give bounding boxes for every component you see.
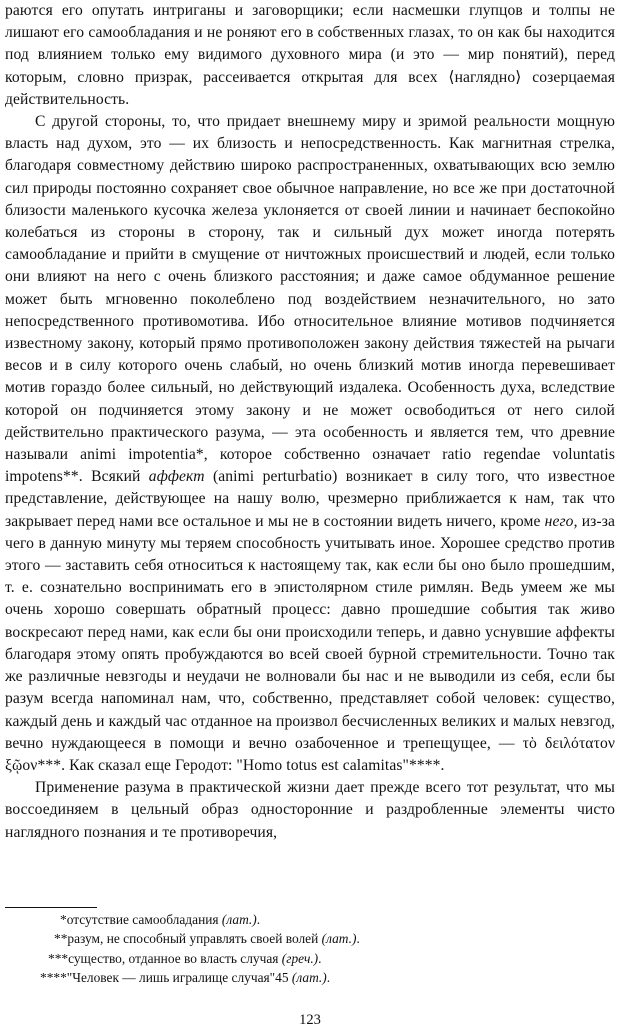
footnote-3	[40, 949, 540, 968]
footnote-text: разум, не способный управлять своей волей	[67, 931, 322, 947]
main-text	[5, 0, 615, 844]
italic-word-affekt: аффект	[148, 468, 205, 486]
footnote-tail: .	[356, 931, 360, 947]
paragraph-1: раются его опутать интриганы и заговорщики; если насмешки глупцов и толпы не лишают его самообладания и не роняют его в собственных глазах, то он как бы находится под влиянием только ему видимого духовного мира (и это — мир понятий), перед которым, словно призрак, рассеивается открытая для всех ⟨наглядно⟩ созерцаемая действительность.	[5, 2, 615, 108]
footnote-2	[40, 929, 540, 948]
footnote-tail: .	[326, 970, 331, 986]
paragraph-2-part-1: С другой стороны, то, что придает внешнему миру и зримой реальности мощную власть над духом, это — их близость и непосредственность. Как магнитная стрелка, благодаря совместному действию широко распространенных, охватывающих всю землю сил природы постоянно сохраняет свое обычное направление, но все же при достаточной близости маленького кусочка железа уклоняется от своей линии и начинает беспокойно колебаться из стороны в сторону, так и сильный дух может иногда потерять самообладание и прийти в смущение от ничтожных происшествий и людей, если только они влияют на него с очень близкого расстояния; и даже самое обдуманное решение может быть мгновенно поколеблено под воздействием незначительного, но зато непосредственного противомотива. Ибо относительное влияние мотивов подчиняется известному закону, который прямо противоположен закону действия тяжестей на рычаги весов и в силу которого очень слабый, но очень близкий мотив иногда перевешивает мотив гораздо более сильный, но действующий издалека. Особенность духа, вследствие которой он подчиняется этому закону и не может освободиться от него силой действительно практического разума, — эта особенность и является тем, что древние называли animi impotentia*, которое собственно означает ratio regendae voluntatis impotens**. Всякий	[5, 113, 615, 486]
page-number: 123	[299, 1012, 321, 1028]
footnote-1	[40, 910, 540, 929]
footnote-tail: .	[256, 912, 261, 927]
footnote-lang: (греч.)	[281, 950, 319, 966]
footnote-text: отсутствие самообладания	[66, 912, 222, 927]
footnote-4	[40, 968, 540, 987]
footnote-text: "Человек — лишь игралище случая"45	[66, 970, 292, 986]
footnote-divider	[5, 907, 97, 908]
paragraph-2-part-3: , из-за чего в данную минуту мы теряем способность учитывать иное. Хорошее средство против этого — заставить себя относиться к настоящему так, как если бы оно было прошедшим, т. е. сознательно воспринимать его в эпистолярном стиле римлян. Ведь умеем же мы очень хорошо совершать обратный процесс: давно прошедшие события так живо воскресают перед нами, как если бы они происходили теперь, и давно уснувшие аффекты благодаря этому опять пробуждаются во всей своей бурной стремительности. Точно так же различные невзгоды и неудачи не волновали бы нас и не выводили из себя, если бы разум всегда напоминал нам, что, собственно, представляет собой человек: существо, каждый день и каждый час отданное на произвол бесчисленных великих и малых невзгод, вечно нуждающееся в помощи и вечно озабоченное и трепещущее, — τὸ δειλότατον ξῷον***. Как сказал еще Геродот: "Homo totus est calamitas"****.	[5, 512, 616, 774]
footnote-tail: .	[318, 950, 322, 966]
footnote-marker: ***	[48, 950, 69, 966]
paragraph-3: Применение разума в практической жизни дает прежде всего тот результат, что мы воссоединяем в цельный образ односторонние и раздробленные элементы чисто наглядного познания и те противоречия,	[5, 779, 615, 841]
footnote-marker: **	[54, 931, 68, 947]
footnote-marker: *	[60, 912, 67, 927]
italic-word-nego: него	[544, 512, 574, 530]
footnote-marker: ****	[40, 970, 67, 986]
paragraph-2	[5, 111, 615, 777]
footnote-lang: (лат.)	[291, 970, 327, 986]
footnote-text: существо, отданное во власть случая	[68, 950, 282, 966]
footnotes	[40, 910, 540, 988]
footnote-lang: (лат.)	[221, 912, 257, 927]
footnote-lang: (лат.)	[321, 931, 357, 947]
paragraph-2-part-2: (animi perturbatio) возникает в силу того, что известное представление, действующее на нашу волю, чрезмерно приближается к нам, так что закрывает перед нами все остальное и мы не в состоянии видеть ничего, кроме	[5, 468, 615, 530]
